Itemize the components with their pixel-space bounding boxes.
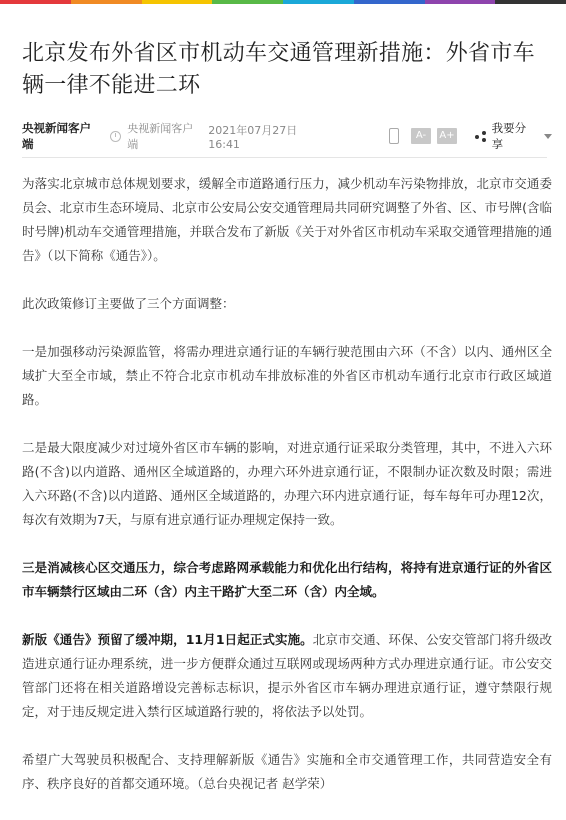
color-segment	[283, 0, 354, 4]
article-title: 北京发布外省区市机动车交通管理新措施：外省市车辆一律不能进二环	[22, 41, 535, 98]
color-segment	[0, 0, 71, 4]
paragraph-lead-bold: 新版《通告》预留了缓冲期，11月1日起正式实施。	[22, 632, 313, 647]
source-label: 央视新闻客户端	[127, 122, 194, 151]
share-icon	[475, 131, 486, 142]
paragraph: 希望广大驾驶员积极配合、支持理解新版《通告》实施和全市交通管理工作，共同营造安全有序、秩序良好的首都交通环境。（总台央视记者 赵学荣）	[22, 752, 552, 791]
color-segment	[354, 0, 425, 4]
color-segment	[142, 0, 213, 4]
share-button[interactable]	[475, 120, 552, 152]
paragraph: 二是最大限度减少对过境外省区市车辆的影响，对进京通行证采取分类管理，其中，不进入六环路(不含)以内道路、通州区全域道路的，办理六环外进京通行证，不限制办证次数及时限；需进入六环路(不含)以内道路、通州区全域道路的，办理六环内进京通行证，每车每年可办理12次，每次有效期为7天，与原有进京通行证办理规定保持一致。	[22, 440, 552, 527]
paragraph: 为落实北京城市总体规划要求，缓解全市道路通行压力，减少机动车污染物排放，北京市交通委员会、北京市生态环境局、北京市公安局公安交通管理局共同研究调整了外省、区、市号牌(含临时号牌)机动车交通管理措施，并联合发布了新版《关于对外省区市机动车采取交通管理措施的通告》（以下简称《通告》）。	[22, 176, 552, 263]
paragraph-rest: 北京市交通、环保、公安交管部门将升级改造进京通行证办理系统，进一步方便群众通过互联网或现场两种方式办理进京通行证。市公安交管部门还将在相关道路增设完善标志标识，提示外省区市车辆办理进京通行证，遵守禁限行规定，对于违反规定进入禁行区域道路行驶的，将依法予以处罚。	[22, 632, 552, 719]
article-body	[22, 172, 552, 820]
color-segment	[71, 0, 142, 4]
font-smaller-button[interactable]: A-	[411, 128, 431, 144]
source-name[interactable]: 央视新闻客户端	[22, 121, 91, 151]
clock-icon	[110, 131, 121, 142]
article-meta	[22, 122, 552, 150]
publish-time: 2021年07月27日 16:41	[208, 123, 298, 151]
paragraph: 此次政策修订主要做了三个方面调整：	[22, 296, 235, 311]
color-segment	[495, 0, 566, 4]
font-larger-button[interactable]: A+	[437, 128, 457, 144]
paragraph	[22, 628, 552, 724]
chevron-down-icon	[544, 134, 552, 139]
color-segment	[212, 0, 283, 4]
paragraph: 一是加强移动污染源监管，将需办理进京通行证的车辆行驶范围由六环（不含）以内、通州区全域扩大至全市域，禁止不符合北京市机动车排放标准的外省区市机动车通行北京市行政区域道路。	[22, 344, 552, 407]
top-color-bar	[0, 0, 566, 4]
divider	[22, 157, 547, 158]
share-label: 我要分享	[491, 121, 527, 151]
phone-icon[interactable]	[389, 128, 399, 144]
paragraph-bold: 三是消减核心区交通压力，综合考虑路网承载能力和优化出行结构，将持有进京通行证的外省区市车辆禁行区域由二环（含）内主干路扩大至二环（含）内全域。	[22, 560, 552, 599]
color-segment	[425, 0, 496, 4]
